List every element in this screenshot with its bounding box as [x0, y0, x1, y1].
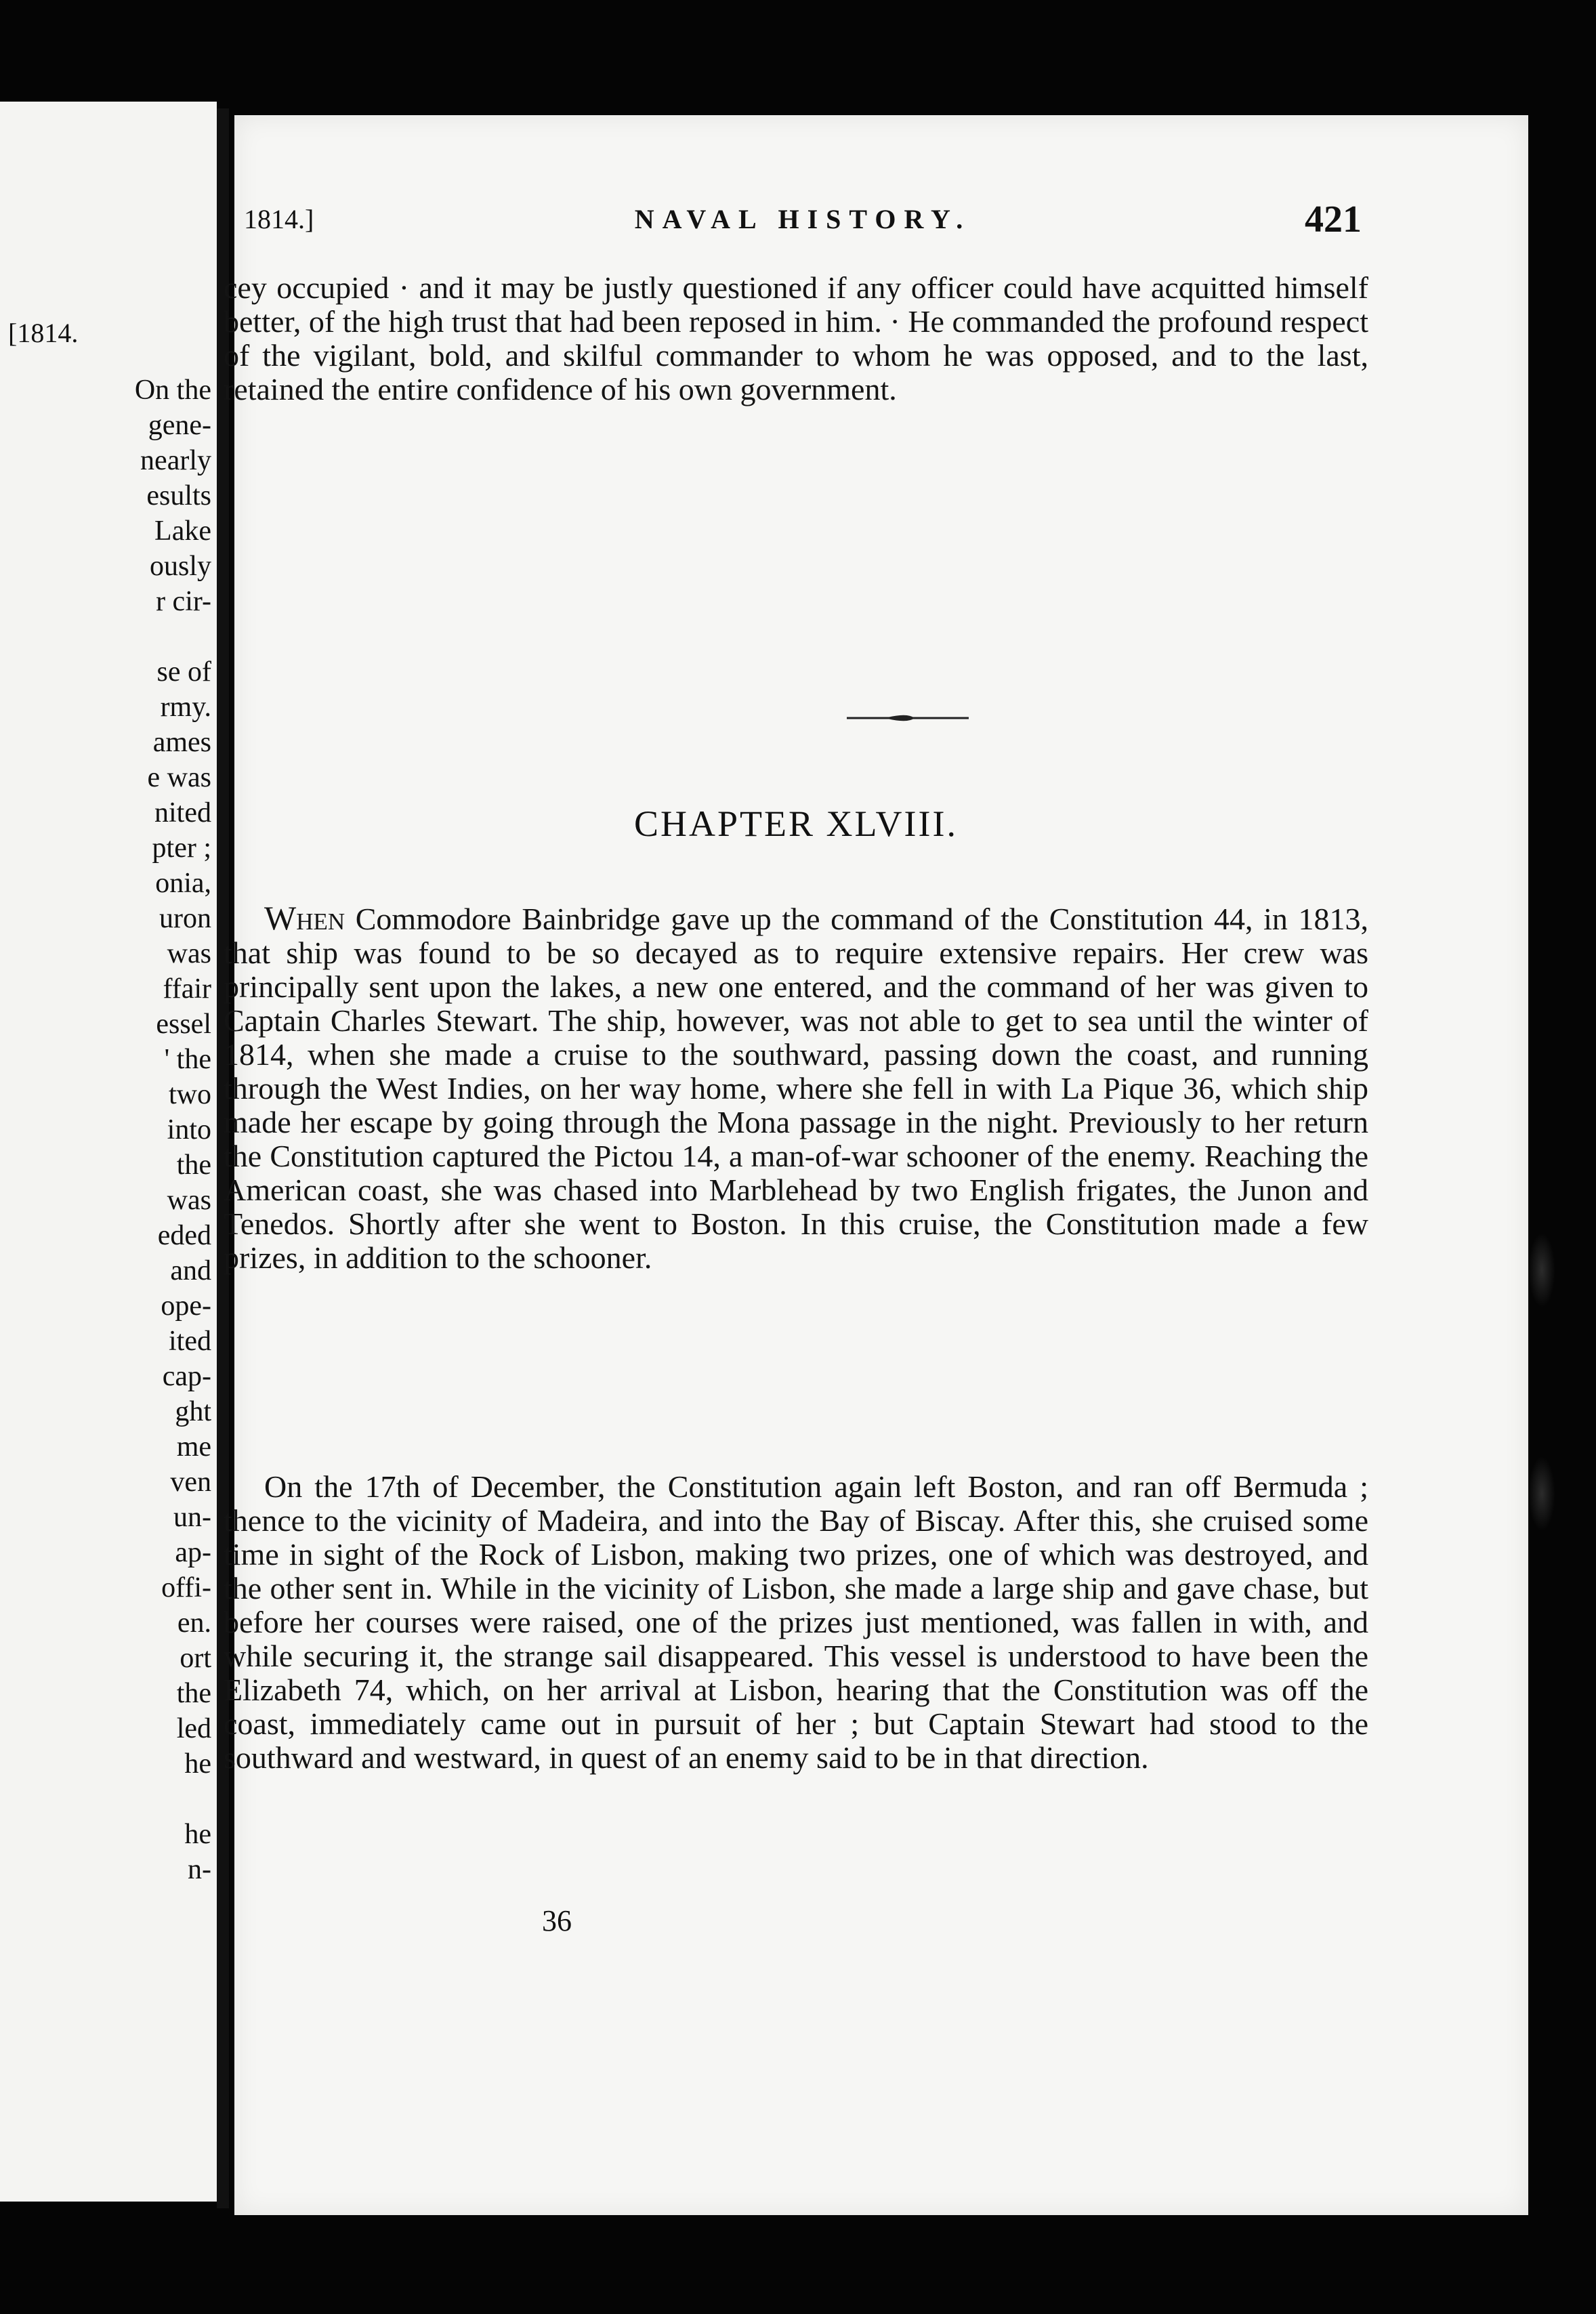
page-blemish	[1528, 1456, 1555, 1531]
signature-mark: 36	[542, 1904, 572, 1937]
left-page-line: rmy.	[160, 692, 211, 723]
left-page-line: he	[184, 1819, 211, 1850]
left-page-line: ames	[152, 727, 211, 758]
left-page-line: nearly	[140, 445, 211, 476]
left-page-line: gene-	[148, 410, 211, 441]
left-page-line: uron	[159, 903, 211, 934]
chapter-title: CHAPTER XLVIII.	[633, 803, 958, 844]
left-page-line	[0, 1782, 217, 1817]
lead-word: When	[264, 899, 345, 937]
left-page-line: ght	[175, 1396, 211, 1427]
left-page-line: he	[184, 1748, 211, 1780]
left-page-line: offi-	[161, 1572, 211, 1603]
left-page-line: ope-	[161, 1290, 211, 1322]
left-page-line	[0, 619, 217, 654]
left-page-line: cap-	[162, 1361, 211, 1392]
section-divider-ornament	[847, 711, 969, 725]
left-page-line: into	[167, 1114, 211, 1145]
left-page-line: en.	[177, 1607, 211, 1639]
left-page-line: ap-	[175, 1537, 211, 1568]
left-page-line: se of	[156, 656, 211, 688]
left-page-line: ited	[169, 1326, 211, 1357]
continuation-paragraph: cey occupied · and it may be justly questioned if any officer could have acquitted himself better, of the high trust that had been reposed in him. · He commanded the profound respect of the vigilant, bold, and skilful commander to whom he was opposed, and to the last, retained the entire confidence of his own government.	[224, 270, 1368, 406]
left-page-line: esults	[146, 480, 211, 511]
left-page-header: [1814.	[8, 318, 79, 348]
paragraph-1-text: Commodore Bainbridge gave up the command of the Constitution 44, in 1813, that ship was found to be so decayed as to require extensive repairs. Her crew was principally sent upon the lakes, a new one entered, and the command of her was given to Captain Charles Stewart. The ship, however, was not able to get to sea until the winter of 1814, when she made a cruise to the southward, passing down the coast, and running through the West Indies, on her way home, where she fell in with La Pique 36, which ship made her escape by going through the Mona passage in the night. Previously to her return the Constitution captured the Pictou 14, a man-of-war schooner of the enemy. Reaching the American coast, she was chased into Marblehead by two English frigates, the Junon and Tenedos. Shortly after she went to Boston. In this cruise, the Constitution made a few prizes, in addition to the schooner.	[224, 902, 1368, 1275]
left-page-line: the	[176, 1678, 211, 1709]
left-page-line: pter ;	[152, 833, 211, 864]
left-page-line: Lake	[154, 516, 211, 547]
left-page-line: led	[176, 1713, 211, 1744]
left-page-line: onia,	[155, 868, 211, 899]
chapter-paragraph-2: On the 17th of December, the Constitution again left Boston, and ran off Bermuda ; thence to the vicinity of Madeira, and into the Bay of Biscay. After this, she cruised some time in sight of the Rock of Lisbon, making two prizes, one of which was destroyed, and the other sent in. While in the vicinity of Lisbon, she made a large ship and gave chase, but before her courses were raised, one of the prizes just mentioned, was fallen in with, and while securing it, the strange sail disappeared. This vessel is understood to have been the Elizabeth 74, which, on her arrival at Lisbon, hearing that the Constitution was off the coast, immediately came out in pursuit of her ; but Captain Stewart had stood to the southward and westward, in quest of an enemy said to be in that direction.	[224, 1469, 1368, 1775]
left-page-line: and	[170, 1255, 211, 1286]
left-page-text-column	[0, 373, 217, 1887]
left-page-line: eded	[157, 1220, 211, 1251]
page-number: 421	[1305, 198, 1362, 240]
left-page-line: ort	[180, 1643, 211, 1674]
left-page-line: me	[176, 1431, 211, 1463]
page-blemish	[1528, 1233, 1555, 1307]
left-page-line: r cir-	[156, 586, 211, 617]
left-page-line: ffair	[163, 973, 211, 1005]
left-page-line: e was	[147, 762, 211, 793]
running-head-year: 1814.]	[244, 204, 314, 234]
left-page-line: On the	[134, 375, 211, 406]
left-page-line: n-	[188, 1854, 211, 1885]
left-page-line: nited	[154, 797, 211, 828]
left-page-line: ' the	[164, 1044, 211, 1075]
left-page-line: ven	[170, 1467, 211, 1498]
left-page-line: was	[167, 938, 211, 969]
left-page-line: was	[167, 1185, 211, 1216]
left-page-line: un-	[173, 1502, 211, 1533]
left-page-line: two	[169, 1079, 211, 1110]
left-page-line: the	[176, 1150, 211, 1181]
running-head	[244, 198, 1362, 244]
left-page	[0, 102, 217, 2202]
running-head-title: NAVAL HISTORY.	[634, 204, 971, 234]
chapter-paragraph-1	[224, 901, 1368, 1275]
left-page-line: ously	[149, 551, 211, 582]
left-page-line: essel	[156, 1009, 211, 1040]
